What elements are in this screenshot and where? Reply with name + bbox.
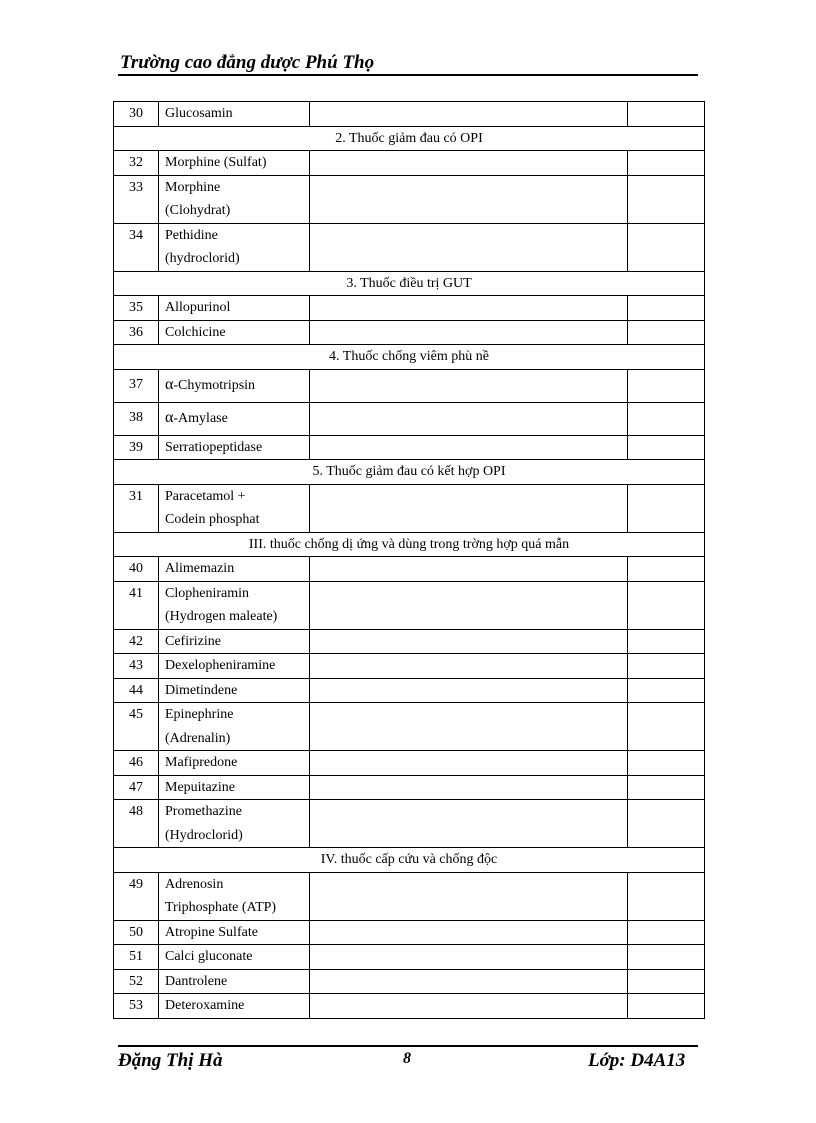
drug-name [159, 402, 310, 435]
table-row [114, 872, 705, 920]
drug-name-line: Promethazine [165, 804, 242, 819]
blank-cell [628, 296, 705, 321]
drug-name-line: Pethidine [165, 227, 218, 243]
drug-name [159, 800, 310, 848]
drug-name [159, 872, 310, 920]
drug-name: Deteroxamine [159, 994, 310, 1019]
blank-cell [310, 945, 628, 970]
table-row [114, 969, 705, 994]
drug-name: Calci gluconate [159, 945, 310, 970]
blank-cell [628, 557, 705, 582]
drug-name-line: Epinephrine [165, 707, 234, 722]
row-number: 35 [114, 296, 159, 321]
row-number: 31 [114, 484, 159, 532]
row-number: 41 [114, 581, 159, 629]
footer-rule [118, 1045, 698, 1047]
section-row [114, 126, 705, 151]
table-row [114, 581, 705, 629]
section-row [114, 345, 705, 370]
blank-cell [628, 775, 705, 800]
blank-cell [310, 775, 628, 800]
drug-name: Dimetindene [159, 678, 310, 703]
blank-cell [310, 402, 628, 435]
row-number: 47 [114, 775, 159, 800]
drug-table-container [113, 101, 704, 1019]
row-number: 50 [114, 920, 159, 945]
section-row [114, 848, 705, 873]
drug-table-body [114, 102, 705, 1019]
drug-name [159, 581, 310, 629]
blank-cell [628, 175, 705, 223]
blank-cell [310, 296, 628, 321]
blank-cell [310, 102, 628, 127]
drug-name [159, 484, 310, 532]
table-row [114, 557, 705, 582]
row-number: 39 [114, 435, 159, 460]
section-row [114, 532, 705, 557]
drug-name: Dantrolene [159, 969, 310, 994]
drug-name-line: (Hydrogen maleate) [165, 609, 278, 624]
table-row [114, 654, 705, 679]
table-row [114, 800, 705, 848]
blank-cell [628, 151, 705, 176]
blank-cell [628, 872, 705, 920]
table-row [114, 775, 705, 800]
blank-cell [310, 994, 628, 1019]
blank-cell [310, 151, 628, 176]
table-row [114, 629, 705, 654]
row-number: 51 [114, 945, 159, 970]
table-row [114, 402, 705, 435]
section-heading: IV. thuốc cấp cứu và chống độc [114, 848, 705, 873]
drug-name: Mepuitazine [159, 775, 310, 800]
blank-cell [310, 484, 628, 532]
drug-name-text: -Amylase [173, 410, 228, 426]
blank-cell [628, 800, 705, 848]
blank-cell [310, 654, 628, 679]
table-row [114, 484, 705, 532]
table-row [114, 945, 705, 970]
table-row [114, 175, 705, 223]
alpha-symbol: α [165, 375, 174, 393]
section-heading: III. thuốc chống dị ứng và dùng trong trờng hợp quá mẫn [114, 532, 705, 557]
header-title: Trường cao đẳng dược Phú Thọ [120, 52, 375, 73]
blank-cell [628, 920, 705, 945]
drug-name: Colchicine [159, 320, 310, 345]
section-heading: 4. Thuốc chống viêm phù nề [114, 345, 705, 370]
row-number: 32 [114, 151, 159, 176]
drug-name: Allopurinol [159, 296, 310, 321]
table-row [114, 751, 705, 776]
row-number: 44 [114, 678, 159, 703]
drug-name [159, 223, 310, 271]
section-heading: 5. Thuốc giảm đau có kết hợp OPI [114, 460, 705, 485]
drug-name: Mafipredone [159, 751, 310, 776]
row-number: 37 [114, 369, 159, 402]
row-number: 33 [114, 175, 159, 223]
blank-cell [628, 654, 705, 679]
blank-cell [628, 945, 705, 970]
blank-cell [310, 800, 628, 848]
footer-page-number: 8 [403, 1050, 411, 1067]
blank-cell [628, 581, 705, 629]
blank-cell [628, 402, 705, 435]
drug-table [113, 101, 705, 1019]
section-heading: 2. Thuốc giảm đau có OPI [114, 126, 705, 151]
blank-cell [310, 557, 628, 582]
drug-name-line: (Hydroclorid) [165, 827, 243, 843]
footer-author: Đặng Thị Hà [118, 1050, 223, 1071]
drug-name: Glucosamin [159, 102, 310, 127]
blank-cell [310, 369, 628, 402]
table-row [114, 320, 705, 345]
table-row [114, 151, 705, 176]
row-number: 38 [114, 402, 159, 435]
table-row [114, 102, 705, 127]
blank-cell [628, 703, 705, 751]
drug-name-line: (hydroclorid) [165, 251, 240, 266]
blank-cell [310, 175, 628, 223]
drug-name-line: Adrenosin [165, 876, 224, 892]
drug-name: Alimemazin [159, 557, 310, 582]
blank-cell [628, 629, 705, 654]
table-row [114, 296, 705, 321]
blank-cell [628, 994, 705, 1019]
blank-cell [310, 320, 628, 345]
blank-cell [310, 435, 628, 460]
drug-name-line: Codein phosphat [165, 512, 260, 527]
table-row [114, 369, 705, 402]
alpha-symbol: α [165, 408, 174, 426]
drug-name: Dexelopheniramine [159, 654, 310, 679]
blank-cell [310, 703, 628, 751]
blank-cell [628, 969, 705, 994]
drug-name: Serratiopeptidase [159, 435, 310, 460]
row-number: 40 [114, 557, 159, 582]
blank-cell [310, 920, 628, 945]
table-row [114, 994, 705, 1019]
section-row [114, 271, 705, 296]
blank-cell [628, 223, 705, 271]
blank-cell [310, 969, 628, 994]
table-row [114, 920, 705, 945]
table-row [114, 435, 705, 460]
blank-cell [628, 320, 705, 345]
drug-name: Morphine (Sulfat) [159, 151, 310, 176]
drug-name: Atropine Sulfate [159, 920, 310, 945]
drug-name-line: Triphosphate (ATP) [165, 900, 277, 915]
blank-cell [310, 629, 628, 654]
drug-name-line: (Clohydrat) [165, 203, 231, 218]
blank-cell [628, 435, 705, 460]
table-row [114, 678, 705, 703]
blank-cell [628, 678, 705, 703]
drug-name-text: -Chymotripsin [173, 377, 256, 393]
row-number: 45 [114, 703, 159, 751]
blank-cell [310, 872, 628, 920]
blank-cell [628, 751, 705, 776]
table-row [114, 703, 705, 751]
table-row [114, 223, 705, 271]
row-number: 49 [114, 872, 159, 920]
drug-name-line: Clopheniramin [165, 585, 249, 601]
row-number: 52 [114, 969, 159, 994]
row-number: 30 [114, 102, 159, 127]
drug-name [159, 369, 310, 402]
row-number: 43 [114, 654, 159, 679]
drug-name: Cefirizine [159, 629, 310, 654]
blank-cell [310, 751, 628, 776]
drug-name [159, 703, 310, 751]
row-number: 42 [114, 629, 159, 654]
blank-cell [628, 369, 705, 402]
row-number: 36 [114, 320, 159, 345]
row-number: 34 [114, 223, 159, 271]
section-heading: 3. Thuốc điều trị GUT [114, 271, 705, 296]
section-row [114, 460, 705, 485]
blank-cell [628, 484, 705, 532]
drug-name [159, 175, 310, 223]
row-number: 46 [114, 751, 159, 776]
blank-cell [310, 581, 628, 629]
row-number: 48 [114, 800, 159, 848]
header-rule [118, 74, 698, 76]
drug-name-line: Paracetamol + [165, 488, 246, 504]
footer-class: Lớp: D4A13 [588, 1050, 686, 1071]
drug-name-line: (Adrenalin) [165, 730, 231, 746]
blank-cell [310, 678, 628, 703]
blank-cell [310, 223, 628, 271]
row-number: 53 [114, 994, 159, 1019]
blank-cell [628, 102, 705, 127]
drug-name-line: Morphine [165, 179, 221, 195]
